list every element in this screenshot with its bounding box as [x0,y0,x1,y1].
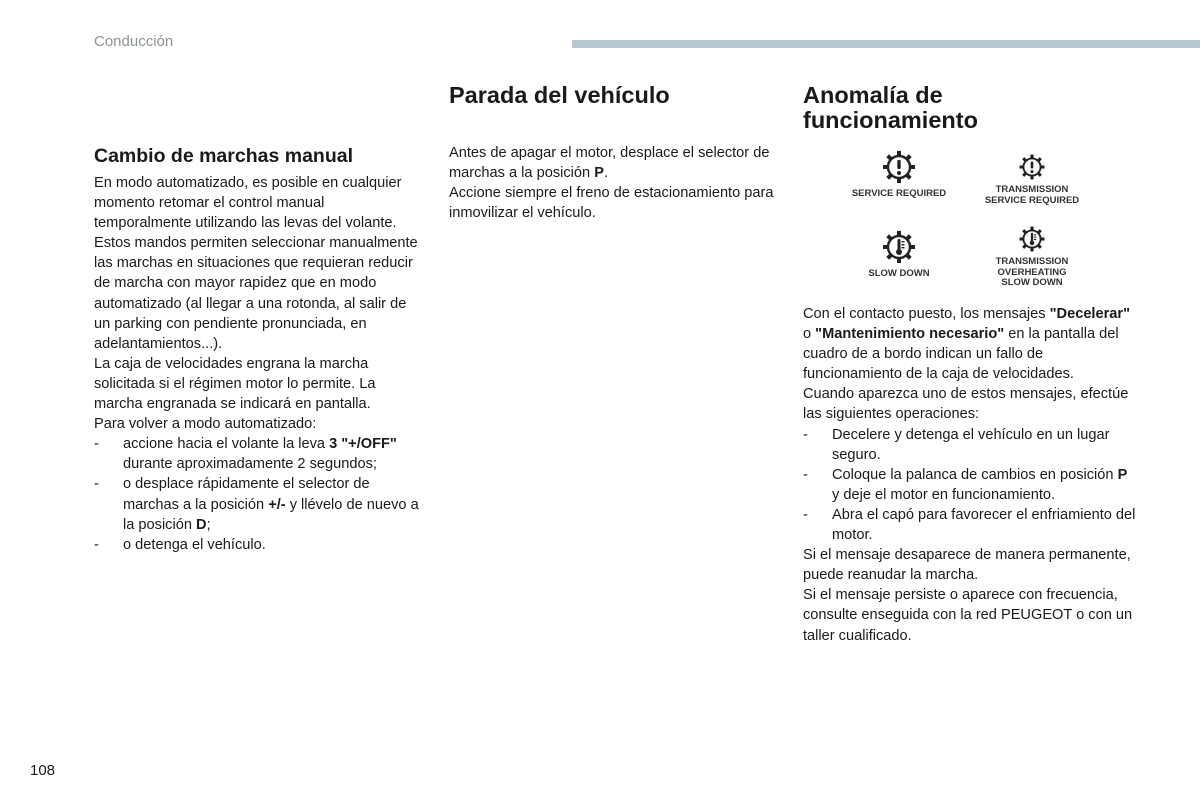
list-dash: - [94,436,99,453]
paragraph: Si el mensaje desaparece de manera permanente, puede reanudar la marcha. [803,547,1131,584]
list-item: - Decelere y detenga el vehículo en un lugar seguro. [803,426,1110,463]
gear-exclamation-icon [1018,153,1046,181]
paragraph: Cuando aparezca uno de estos mensajes, efectúe las siguientes operaciones: [803,386,1129,423]
warning-transmission-overheating [972,225,1092,289]
paragraph: La caja de velocidades engrana la marcha solicitada si el régimen motor lo permite. La marcha engranada se indicará en pantalla. [94,355,376,413]
warning-caption: TRANSMISSION SERVICE REQUIRED [984,184,1080,206]
warning-service-required [839,149,959,200]
malfunction-title: Anomalía de funcionamiento [803,82,978,133]
gear-exclamation-icon [881,149,917,185]
list-dash: - [803,426,808,443]
paragraph: Para volver a modo automatizado: [94,416,317,433]
warning-caption: SLOW DOWN [868,268,930,279]
list-item: - Coloque la palanca de cambios en posición P y deje el motor en funcionamiento. [803,466,1128,503]
list-dash: - [94,536,99,553]
warning-messages-panel [848,145,1088,290]
paragraph: Antes de apagar el motor, desplace el selector de marchas a la posición P. [449,145,770,182]
malfunction-body [803,304,1138,646]
warning-slow-down [839,229,959,280]
section-label: Conducción [94,33,174,50]
stop-vehicle-body [449,143,774,223]
header-rule [572,40,1200,48]
manual-gear-heading: Cambio de marchas manual [94,145,354,167]
gear-thermometer-icon [1018,225,1046,253]
list-dash: - [803,466,808,483]
page-number: 108 [30,762,56,779]
list-dash: - [803,506,808,523]
list-item: - o detenga el vehículo. [94,535,424,555]
gear-thermometer-icon [881,229,917,265]
paragraph: En modo automatizado, es posible en cualquier momento retomar el control manual temporalmente utilizando las levas del volante. [94,175,402,232]
paragraph: Si el mensaje persiste o aparece con frecuencia, consulte enseguida con la red PEUGEOT o con un taller cualificado. [803,587,1133,644]
paragraph: Estos mandos permiten seleccionar manualmente las marchas en situaciones que requieran reducir de marcha con mayor rapidez que en modo automatizado (al llegar a una rotonda, al salir de un parking con pendiente pronunciada, en adelantamientos...). [94,235,418,352]
manual-gear-body [94,173,424,555]
stop-vehicle-title: Parada del vehículo [449,82,670,108]
list-item: - o desplace rápidamente el selector de marchas a la posición +/- y llévelo de nuevo a la posición D; [94,476,419,533]
paragraph: Con el contacto puesto, los mensajes "Decelerar" o "Mantenimiento necesario" en la pantalla del cuadro de a bordo indican un fallo de funcionamiento de la caja de velocidades. [803,306,1130,383]
warning-transmission-service-required [972,153,1092,206]
warning-caption: TRANSMISSION OVERHEATING SLOW DOWN [995,256,1069,288]
list-dash: - [94,476,99,493]
list-item: - Abra el capó para favorecer el enfriamiento del motor. [803,506,1136,544]
list-item: - accione hacia el volante la leva 3 "+/OFF" durante aproximadamente 2 segundos; [94,436,397,473]
warning-caption: SERVICE REQUIRED [851,188,947,199]
paragraph: Accione siempre el freno de estacionamiento para inmovilizar el vehículo. [449,185,774,222]
